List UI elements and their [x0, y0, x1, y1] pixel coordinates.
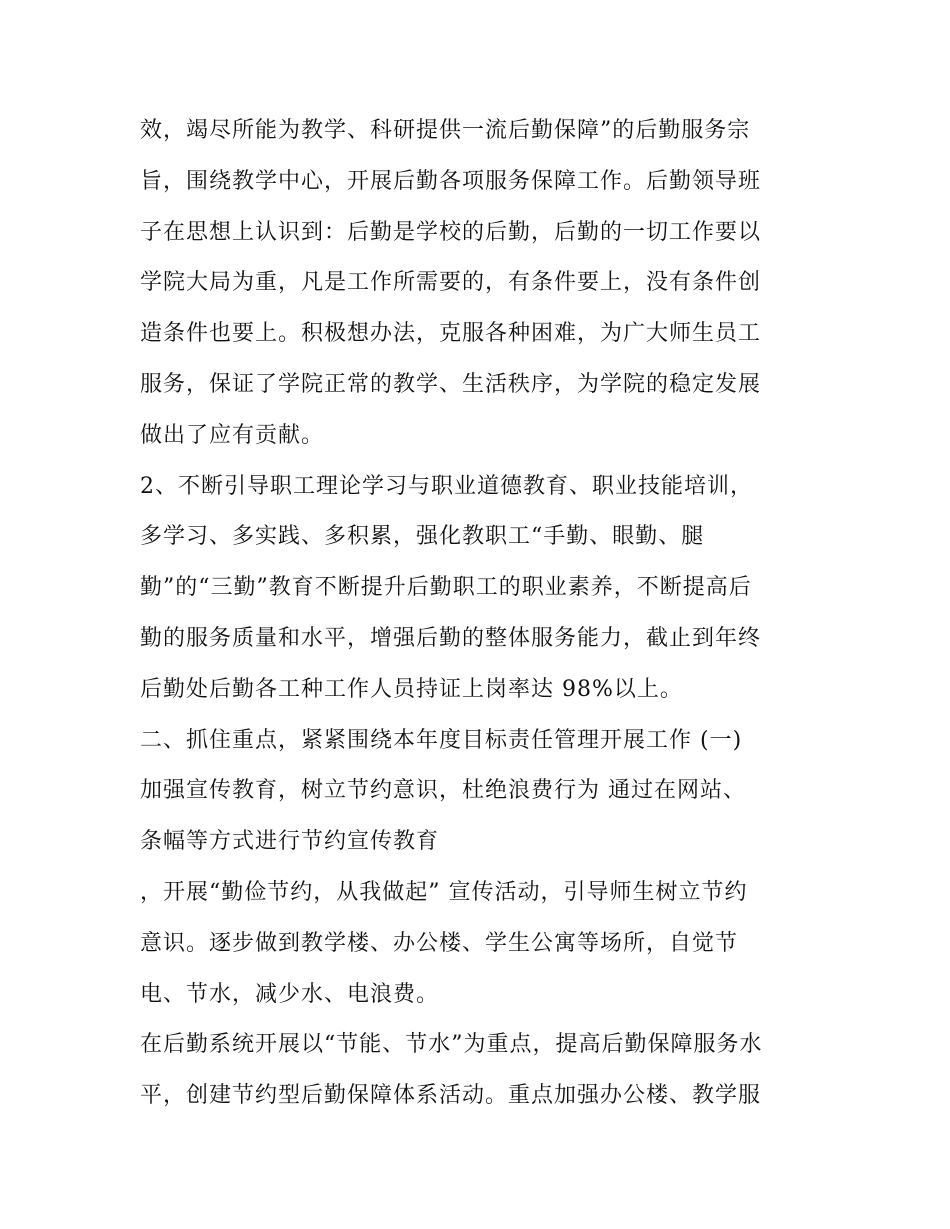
- text-line: 做出了应有贡献。: [140, 422, 325, 448]
- text-line: 旨，围绕教学中心，开展后勤各项服务保障工作。后勤领导班: [140, 168, 762, 194]
- text-line: 2、不断引导职工理论学习与职业道德教育、职业技能培训，: [140, 473, 753, 499]
- text-line: 意识。逐步做到教学楼、办公楼、学生公寓等场所，自觉节: [140, 930, 739, 956]
- text-line: 二、抓住重点，紧紧围绕本年度目标责任管理开展工作 (一): [140, 727, 743, 753]
- text-line: 多学习、多实践、多积累，强化教职工“手勤、眼勤、腿: [140, 524, 705, 550]
- text-line: 效，竭尽所能为教学、科研提供一流后勤保障”的后勤服务宗: [140, 118, 751, 143]
- text-line: 条幅等方式进行节约宣传教育: [140, 829, 440, 855]
- text-line: ，开展“勤俭节约，从我做起” 宣传活动，引导师生树立节约: [140, 879, 748, 905]
- text-line: 电、节水，减少水、电浪费。: [140, 981, 440, 1007]
- text-line: 勤的服务质量和水平，增强后勤的整体服务能力，截止到年终: [140, 625, 762, 651]
- text-line: 平，创建节约型后勤保障体系活动。重点加强办公楼、教学服: [140, 1083, 762, 1109]
- text-line: 服务，保证了学院正常的教学、生活秩序，为学院的稳定发展: [140, 371, 762, 397]
- text-line: 在后勤系统开展以“节能、节水”为重点，提高后勤保障服务水: [140, 1032, 763, 1058]
- text-line: 后勤处后勤各工种工作人员持证上岗率达 98%以上。: [140, 676, 683, 702]
- text-line: 造条件也要上。积极想办法，克服各种困难，为广大师生员工: [140, 321, 762, 347]
- text-line: 加强宣传教育，树立节约意识，杜绝浪费行为 通过在网站、: [140, 778, 746, 804]
- text-line: 学院大局为重，凡是工作所需要的，有条件要上，没有条件创: [140, 270, 762, 296]
- text-line: 勤”的“三勤”教育不断提升后勤职工的职业素养，不断提高后: [140, 575, 752, 601]
- text-line: 子在思想上认识到：后勤是学校的后勤，后勤的一切工作要以: [140, 219, 762, 245]
- document-body: [140, 110, 830, 1126]
